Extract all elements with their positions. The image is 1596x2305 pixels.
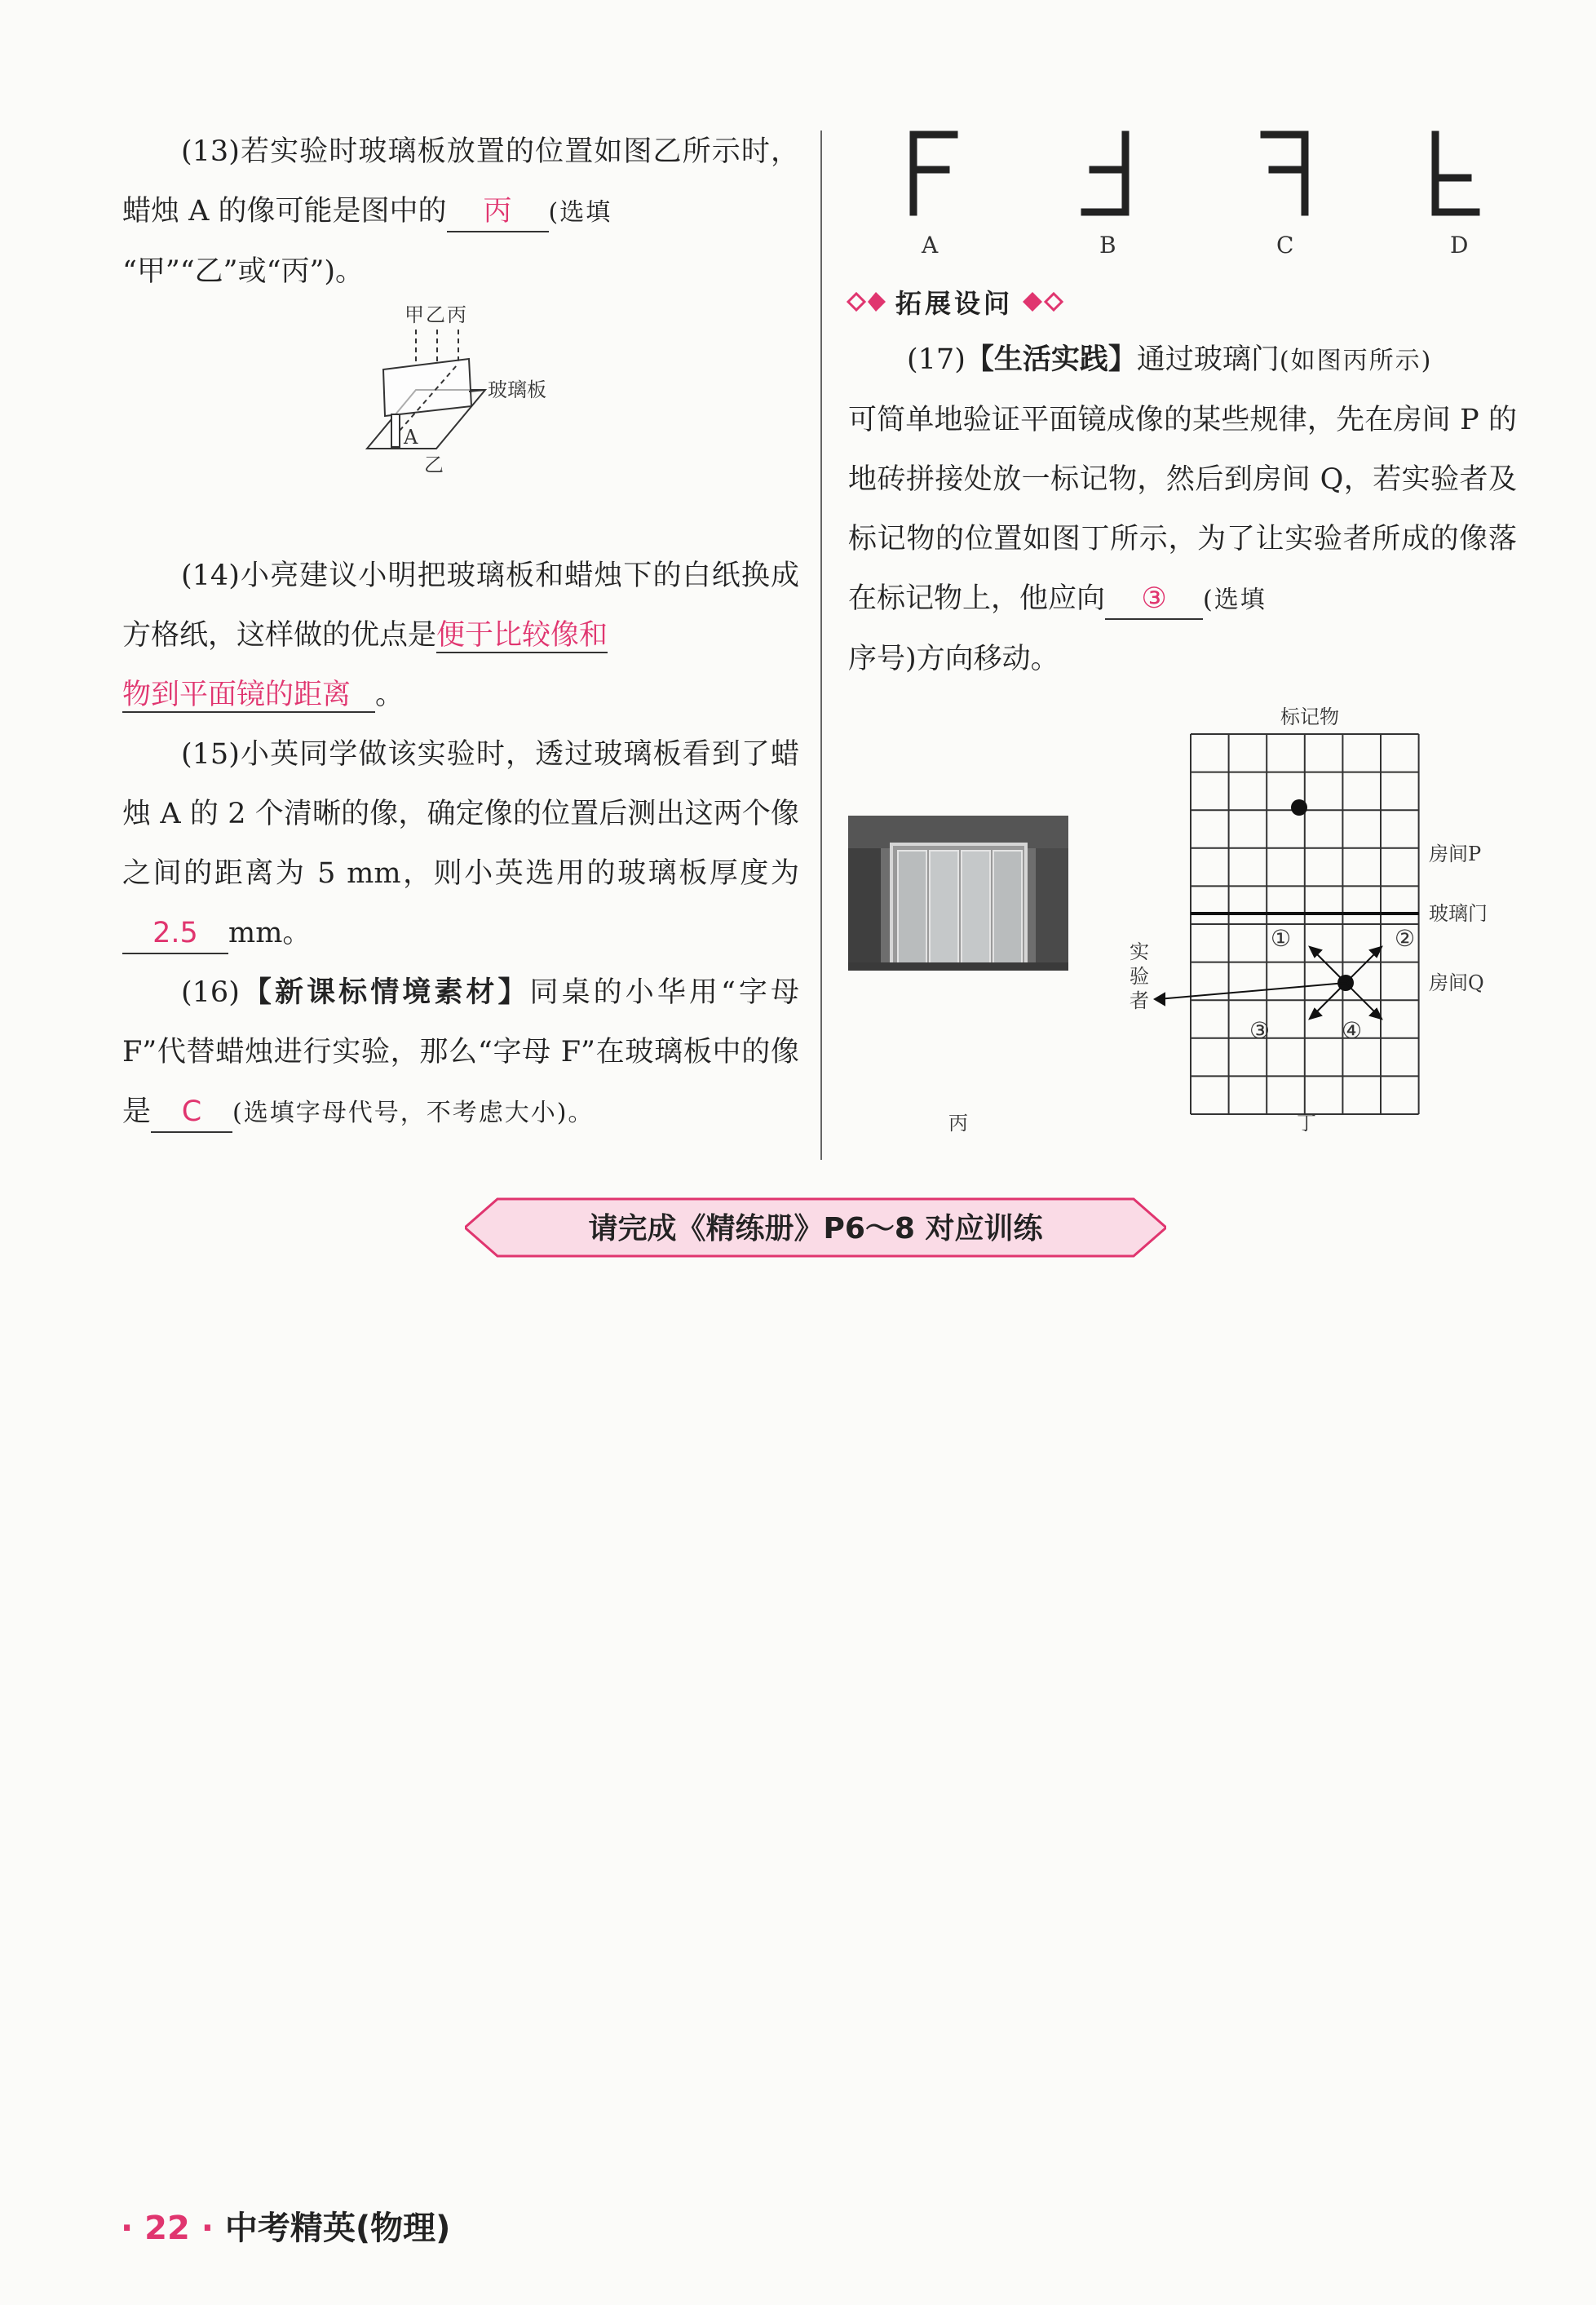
footer-book-title: 中考精英(物理) xyxy=(224,2210,451,2247)
q16-answer: C xyxy=(181,1095,202,1128)
q15-answer: 2.5 xyxy=(153,917,198,949)
fig-ding-grid xyxy=(1191,734,1419,1114)
q17-text-e: 序号)方向移动。 xyxy=(848,643,1059,675)
fig-ding-experimenter-2: 验 xyxy=(1130,965,1149,988)
left-column xyxy=(122,122,799,1143)
direction-3-label: ③ xyxy=(1249,1017,1271,1044)
fig-ding-room-p: 房间P xyxy=(1429,843,1482,865)
q17-text-d: (选填 xyxy=(1203,586,1267,614)
question-15 xyxy=(122,725,799,963)
direction-1-label: ① xyxy=(1271,925,1292,952)
fig-ding-caption: 丁 xyxy=(1297,1112,1316,1135)
q15-answer-blank xyxy=(122,914,228,954)
q16-answer-blank xyxy=(151,1092,232,1133)
figure-yi xyxy=(343,300,571,480)
q13-hint: (选填 xyxy=(548,198,612,227)
q13-options: “甲”“乙”或“丙”)。 xyxy=(122,255,365,288)
extension-header xyxy=(840,281,1068,322)
banner-text[interactable] xyxy=(588,1212,1044,1245)
fig-yi-dashed-rays xyxy=(416,330,458,365)
fig-ding-marker xyxy=(1291,799,1307,816)
fig-yi-plate-label: 玻璃板 xyxy=(488,378,546,401)
option-d-label: D xyxy=(1450,232,1469,259)
q17-text-a: 通过玻璃门 xyxy=(1136,343,1280,376)
column-divider xyxy=(820,131,822,1160)
fig-ding-top-label: 标记物 xyxy=(1280,706,1339,728)
q17-text-c: 可简单地验证平面镜成像的某些规律，先在房间 P 的地砖拼接处放一标记物，然后到房间 Q，若实验者及标记物的位置如图丁所示，为了让实验者所成的像落在标记物上，他应向 xyxy=(848,404,1517,615)
banner-text-b: 》P6～8 对应训练 xyxy=(794,1212,1043,1245)
q13-text: (13)若实验时玻璃板放置的位置如图乙所示时，蜡烛 A 的像可能是图中的 xyxy=(122,135,799,228)
figure-letter-options xyxy=(889,122,1517,269)
q14-answer-line1: 便于比较像和 xyxy=(436,619,608,652)
q14-answer-line2: 物到平面镜的距离 xyxy=(122,679,375,713)
option-c-label: C xyxy=(1276,232,1294,259)
q13-answer-blank xyxy=(447,192,549,232)
q16-text: 同桌的小华用“字母 F”代替蜡烛进行实验，那么“字母 F”在玻璃板中的像是 xyxy=(122,976,799,1128)
option-b-glyph xyxy=(1085,135,1125,212)
fig-yi-label-jia: 甲 xyxy=(405,303,424,326)
footer-dot-left: · xyxy=(121,2210,134,2247)
q16-prefix: (16) xyxy=(181,976,240,1009)
extension-title: 拓展设问 xyxy=(895,288,1014,319)
option-d-glyph xyxy=(1435,135,1476,212)
right-column-q17 xyxy=(848,330,1517,689)
fig-yi-candle xyxy=(391,414,400,447)
q17-tag: 【生活实践】 xyxy=(965,343,1137,376)
diamond-left-icon xyxy=(840,290,889,314)
page-number: 22 xyxy=(144,2210,190,2247)
q13-answer: 丙 xyxy=(483,195,512,228)
fig-yi-label-yi: 乙 xyxy=(426,303,445,326)
fig-yi-glass-plate xyxy=(383,359,471,416)
q17-text-b: (如图丙所示) xyxy=(1279,347,1433,375)
practice-banner xyxy=(465,1195,1166,1260)
q17-answer: ③ xyxy=(1141,582,1167,615)
fig-ding-experimenter-3: 者 xyxy=(1130,989,1149,1012)
fig-bing-caption: 丙 xyxy=(948,1112,968,1135)
fig-yi-label-bing: 丙 xyxy=(447,303,466,326)
footer-dot-right: · xyxy=(201,2210,214,2247)
fig-ding-room-q: 房间Q xyxy=(1429,971,1484,994)
q15-unit: mm。 xyxy=(228,917,312,949)
banner-text-a: 请完成《 xyxy=(588,1212,706,1245)
direction-2-label: ② xyxy=(1395,925,1416,952)
q17-answer-blank xyxy=(1105,579,1203,620)
option-c-glyph xyxy=(1264,135,1305,212)
option-b-label: B xyxy=(1099,232,1116,259)
fig-yi-candle-label: A xyxy=(404,426,418,449)
page-footer xyxy=(121,2202,450,2249)
fig-ding-experimenter-1: 实 xyxy=(1130,940,1149,963)
q14-text: (14)小亮建议小明把玻璃板和蜡烛下的白纸换成方格纸，这样做的优点是 xyxy=(122,560,799,652)
q14-end: 。 xyxy=(375,679,405,711)
option-a-glyph xyxy=(913,135,954,212)
option-a-label: A xyxy=(922,232,939,259)
diamond-right-icon xyxy=(1019,290,1068,314)
fig-yi-caption: 乙 xyxy=(424,453,444,476)
q15-text: (15)小英同学做该实验时，透过玻璃板看到了蜡烛 A 的 2 个清晰的像，确定像的位置后测出这两个像之间的距离为 5 mm，则小英选用的玻璃板厚度为 xyxy=(122,738,799,890)
q16-hint: (选填字母代号，不考虑大小)。 xyxy=(232,1099,595,1127)
figure-bing xyxy=(847,812,1075,1138)
question-17 xyxy=(848,330,1517,689)
question-13 xyxy=(122,122,799,302)
figure-ding xyxy=(1125,697,1517,1138)
q17-prefix: (17) xyxy=(907,343,966,376)
direction-4-label: ④ xyxy=(1342,1017,1363,1044)
question-16 xyxy=(122,963,799,1143)
banner-book: 精练册 xyxy=(705,1212,794,1245)
question-14 xyxy=(122,546,799,725)
q16-tag: 【新课标情境素材】 xyxy=(239,976,530,1009)
fig-ding-glass-door-label: 玻璃门 xyxy=(1429,902,1488,925)
